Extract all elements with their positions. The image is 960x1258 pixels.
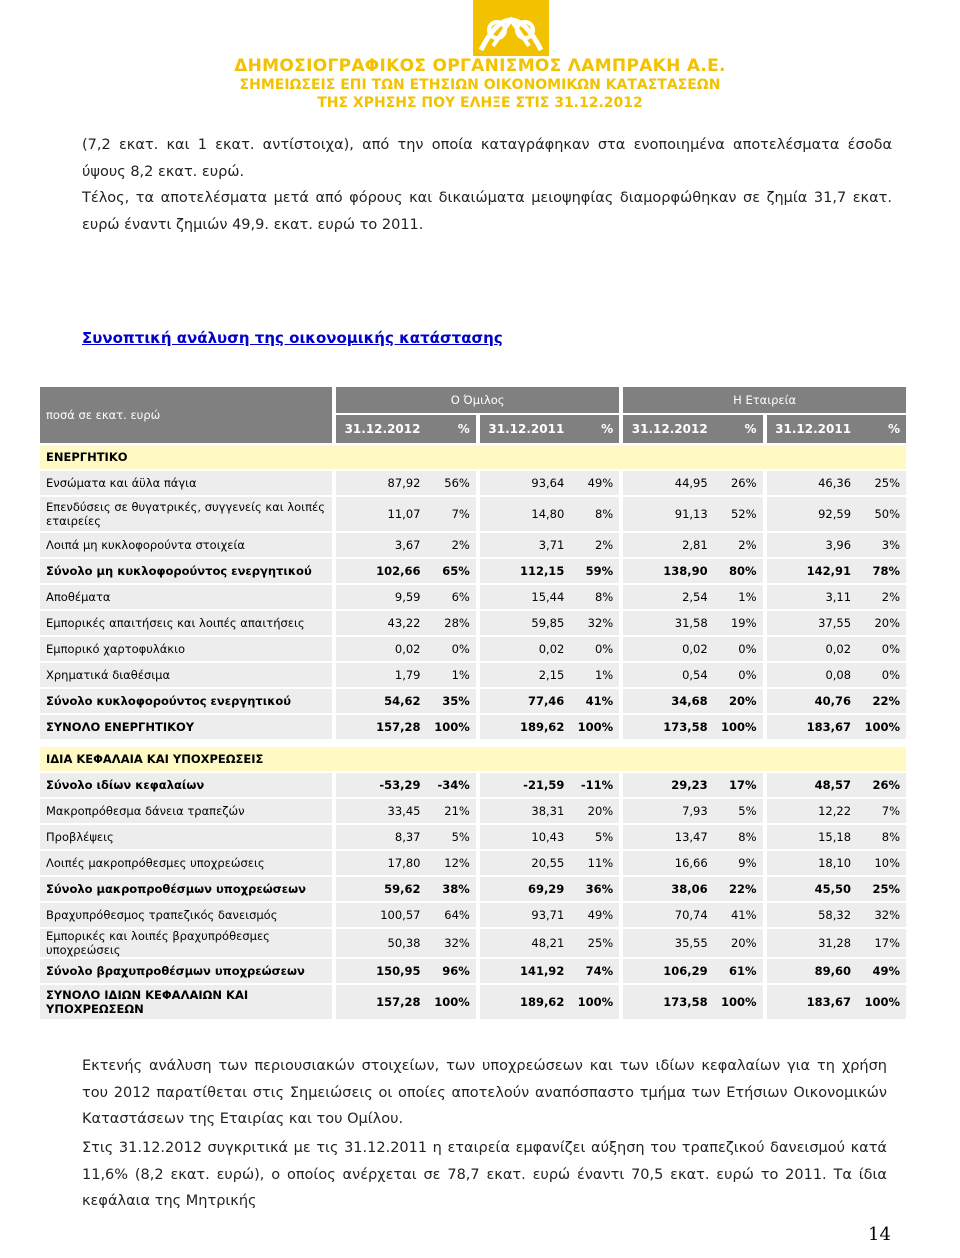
- percent-cell: 9%: [714, 851, 763, 875]
- amount-cell: 0,54: [623, 663, 713, 687]
- table-row: [40, 929, 906, 957]
- table-row: [40, 959, 906, 983]
- outro-paragraph-2: Στις 31.12.2012 συγκριτικά με τις 31.12.2011 η εταιρεία εμφανίζει αύξηση του τραπεζικού δανεισμού κατά 11,6% (8,2 εκατ. ευρώ), ο οποίος ανέρχεται σε 78,7 εκατ. ευρώ έναντι 70,5 εκατ. ευρώ το 2011. Τα ίδια κεφάλαια της Μητρικής: [82, 1140, 887, 1209]
- outro-paragraph-1: Εκτενής ανάλυση των περιουσιακών στοιχείων, των υποχρεώσεων και των ιδίων κεφαλαίων για τη χρήση του 2012 παρατίθεται στις Σημειώσεις οι οποίες αποτελούν αναπόσπαστο τμήμα των Ετήσιων Οικονομικών Καταστάσεων της Εταιρίας και του Ομίλου.: [82, 1058, 887, 1127]
- amount-cell: 89,60: [767, 959, 857, 983]
- amount-cell: 11,07: [336, 497, 426, 531]
- percent-cell: 100%: [426, 985, 475, 1019]
- table-row: [40, 689, 906, 713]
- percent-cell: 65%: [426, 559, 475, 583]
- amount-cell: 15,18: [767, 825, 857, 849]
- percent-cell: 12%: [426, 851, 475, 875]
- amount-cell: 0,02: [623, 637, 713, 661]
- percent-cell: 0%: [714, 663, 763, 687]
- amount-cell: 189,62: [480, 715, 570, 739]
- page-number: 14: [868, 1224, 891, 1245]
- amount-cell: 58,32: [767, 903, 857, 927]
- amount-cell: 70,74: [623, 903, 713, 927]
- amount-cell: 106,29: [623, 959, 713, 983]
- amount-cell: 93,71: [480, 903, 570, 927]
- percent-cell: 7%: [426, 497, 475, 531]
- header-period: ΤΗΣ ΧΡΗΣΗΣ ΠΟΥ ΕΛΗΞΕ ΣΤΙΣ 31.12.2012: [317, 95, 643, 111]
- table-row: [40, 637, 906, 661]
- percent-cell: 8%: [714, 825, 763, 849]
- percent-cell: 50%: [857, 497, 906, 531]
- percent-cell: 3%: [857, 533, 906, 557]
- percent-cell: 5%: [570, 825, 619, 849]
- percent-cell: 19%: [714, 611, 763, 635]
- intro-paragraph-1: (7,2 εκατ. και 1 εκατ. αντίστοιχα), από την οποία καταγράφηκαν στα ενοποιημένα αποτελέσματα έσοδα ύψους 8,2 εκατ. ευρώ.: [82, 137, 892, 180]
- lambrakis-logo-icon: [473, 0, 549, 56]
- col-header: 31.12.2011: [767, 415, 857, 443]
- percent-cell: 1%: [714, 585, 763, 609]
- percent-cell: 2%: [570, 533, 619, 557]
- percent-cell: 17%: [714, 773, 763, 797]
- percent-cell: 74%: [570, 959, 619, 983]
- amount-cell: 112,15: [480, 559, 570, 583]
- table-row: [40, 559, 906, 583]
- percent-cell: 78%: [857, 559, 906, 583]
- amount-cell: 138,90: [623, 559, 713, 583]
- unit-label-text: ποσά σε εκατ. ευρώ: [40, 387, 332, 443]
- table-row: [40, 585, 906, 609]
- table-header-groups: [40, 387, 906, 413]
- financial-position-table: [40, 385, 906, 1021]
- row-label: Εμπορικές και λοιπές βραχυπρόθεσμες υποχρεώσεις: [40, 929, 332, 957]
- percent-cell: 0%: [857, 637, 906, 661]
- row-label: ΣΥΝΟΛΟ ΕΝΕΡΓΗΤΙΚΟΥ: [40, 715, 332, 739]
- table-row: [40, 715, 906, 739]
- header-company-name: ΔΗΜΟΣΙΟΓΡΑΦΙΚΟΣ ΟΡΓΑΝΙΣΜΟΣ ΛΑΜΠΡΑΚΗ Α.Ε.: [234, 56, 726, 76]
- percent-cell: 35%: [426, 689, 475, 713]
- percent-cell: 100%: [714, 715, 763, 739]
- amount-cell: 183,67: [767, 715, 857, 739]
- amount-cell: 92,59: [767, 497, 857, 531]
- amount-cell: 9,59: [336, 585, 426, 609]
- percent-cell: 41%: [714, 903, 763, 927]
- group-header: Ο Όμιλος: [336, 387, 619, 413]
- percent-cell: 11%: [570, 851, 619, 875]
- amount-cell: 54,62: [336, 689, 426, 713]
- amount-cell: 34,68: [623, 689, 713, 713]
- percent-cell: 49%: [570, 903, 619, 927]
- table-row: [40, 877, 906, 901]
- amount-cell: 15,44: [480, 585, 570, 609]
- amount-cell: 7,93: [623, 799, 713, 823]
- amount-cell: 157,28: [336, 985, 426, 1019]
- percent-cell: 1%: [426, 663, 475, 687]
- amount-cell: 40,76: [767, 689, 857, 713]
- amount-cell: 0,02: [480, 637, 570, 661]
- table-row: [40, 799, 906, 823]
- amount-cell: 173,58: [623, 985, 713, 1019]
- percent-cell: 7%: [857, 799, 906, 823]
- section-header: ΕΝΕΡΓΗΤΙΚΟ: [40, 445, 906, 469]
- amount-cell: 2,81: [623, 533, 713, 557]
- row-label: Ενσώματα και άϋλα πάγια: [40, 471, 332, 495]
- percent-cell: 26%: [857, 773, 906, 797]
- amount-cell: 3,71: [480, 533, 570, 557]
- section-header: ΙΔΙΑ ΚΕΦΑΛΑΙΑ ΚΑΙ ΥΠΟΧΡΕΩΣΕΙΣ: [40, 747, 906, 771]
- percent-cell: -11%: [570, 773, 619, 797]
- amount-cell: 0,02: [767, 637, 857, 661]
- percent-cell: 32%: [570, 611, 619, 635]
- row-label: Σύνολο κυκλοφορούντος ενεργητικού: [40, 689, 332, 713]
- percent-cell: 0%: [570, 637, 619, 661]
- unit-label: [40, 387, 332, 443]
- percent-cell: 32%: [426, 929, 475, 957]
- percent-cell: 100%: [426, 715, 475, 739]
- section-spacer: [40, 741, 906, 745]
- amount-cell: 59,62: [336, 877, 426, 901]
- amount-cell: 0,02: [336, 637, 426, 661]
- amount-cell: 2,54: [623, 585, 713, 609]
- percent-cell: 25%: [857, 877, 906, 901]
- percent-cell: 52%: [714, 497, 763, 531]
- amount-cell: 10,43: [480, 825, 570, 849]
- amount-cell: 48,21: [480, 929, 570, 957]
- row-label: Προβλέψεις: [40, 825, 332, 849]
- col-header: %: [714, 415, 763, 443]
- amount-cell: 31,58: [623, 611, 713, 635]
- amount-cell: 16,66: [623, 851, 713, 875]
- section-title: Συνοπτική ανάλυση της οικονομικής κατάστασης: [82, 329, 503, 347]
- percent-cell: 100%: [714, 985, 763, 1019]
- percent-cell: 32%: [857, 903, 906, 927]
- col-header: %: [570, 415, 619, 443]
- row-label: Σύνολο μη κυκλοφορούντος ενεργητικού: [40, 559, 332, 583]
- amount-cell: 44,95: [623, 471, 713, 495]
- percent-cell: 100%: [570, 715, 619, 739]
- percent-cell: 22%: [857, 689, 906, 713]
- amount-cell: 38,06: [623, 877, 713, 901]
- amount-cell: 14,80: [480, 497, 570, 531]
- table-row: [40, 985, 906, 1019]
- col-header: 31.12.2012: [336, 415, 426, 443]
- percent-cell: 8%: [570, 585, 619, 609]
- table-row: [40, 773, 906, 797]
- amount-cell: 157,28: [336, 715, 426, 739]
- amount-cell: 13,47: [623, 825, 713, 849]
- percent-cell: 10%: [857, 851, 906, 875]
- percent-cell: 28%: [426, 611, 475, 635]
- percent-cell: 20%: [714, 689, 763, 713]
- section-header-row: [40, 747, 906, 771]
- amount-cell: 0,08: [767, 663, 857, 687]
- amount-cell: 142,91: [767, 559, 857, 583]
- section-header-row: [40, 445, 906, 469]
- percent-cell: -34%: [426, 773, 475, 797]
- percent-cell: 20%: [714, 929, 763, 957]
- amount-cell: 69,29: [480, 877, 570, 901]
- amount-cell: 46,36: [767, 471, 857, 495]
- amount-cell: 17,80: [336, 851, 426, 875]
- col-header: 31.12.2011: [480, 415, 570, 443]
- percent-cell: 26%: [714, 471, 763, 495]
- percent-cell: 36%: [570, 877, 619, 901]
- percent-cell: 25%: [857, 471, 906, 495]
- percent-cell: 22%: [714, 877, 763, 901]
- amount-cell: 1,79: [336, 663, 426, 687]
- percent-cell: 20%: [570, 799, 619, 823]
- percent-cell: 2%: [714, 533, 763, 557]
- percent-cell: 2%: [426, 533, 475, 557]
- table-row: [40, 533, 906, 557]
- amount-cell: 20,55: [480, 851, 570, 875]
- percent-cell: 5%: [714, 799, 763, 823]
- amount-cell: 48,57: [767, 773, 857, 797]
- row-label: Εμπορικές απαιτήσεις και λοιπές απαιτήσεις: [40, 611, 332, 635]
- header-subtitle: ΣΗΜΕΙΩΣΕΙΣ ΕΠΙ ΤΩΝ ΕΤΗΣΙΩΝ ΟΙΚΟΝΟΜΙΚΩΝ ΚΑΤΑΣΤΑΣΕΩΝ: [239, 77, 721, 93]
- percent-cell: 21%: [426, 799, 475, 823]
- percent-cell: 49%: [857, 959, 906, 983]
- percent-cell: 96%: [426, 959, 475, 983]
- table-row: [40, 611, 906, 635]
- percent-cell: 1%: [570, 663, 619, 687]
- percent-cell: 56%: [426, 471, 475, 495]
- col-header: 31.12.2012: [623, 415, 713, 443]
- amount-cell: 141,92: [480, 959, 570, 983]
- percent-cell: 17%: [857, 929, 906, 957]
- percent-cell: 8%: [857, 825, 906, 849]
- amount-cell: 35,55: [623, 929, 713, 957]
- percent-cell: 61%: [714, 959, 763, 983]
- amount-cell: 100,57: [336, 903, 426, 927]
- col-header: %: [857, 415, 906, 443]
- table-row: [40, 497, 906, 531]
- percent-cell: 0%: [426, 637, 475, 661]
- amount-cell: 87,92: [336, 471, 426, 495]
- amount-cell: 31,28: [767, 929, 857, 957]
- percent-cell: 5%: [426, 825, 475, 849]
- percent-cell: 6%: [426, 585, 475, 609]
- table-row: [40, 903, 906, 927]
- amount-cell: 8,37: [336, 825, 426, 849]
- row-label: Εμπορικό χαρτοφυλάκιο: [40, 637, 332, 661]
- row-label: Επενδύσεις σε θυγατρικές, συγγενείς και λοιπές εταιρείες: [40, 497, 332, 531]
- table-row: [40, 663, 906, 687]
- row-label: Σύνολο βραχυπροθέσμων υποχρεώσεων: [40, 959, 332, 983]
- amount-cell: 37,55: [767, 611, 857, 635]
- row-label: Χρηματικά διαθέσιμα: [40, 663, 332, 687]
- percent-cell: 25%: [570, 929, 619, 957]
- percent-cell: 100%: [570, 985, 619, 1019]
- percent-cell: 59%: [570, 559, 619, 583]
- amount-cell: 173,58: [623, 715, 713, 739]
- percent-cell: 49%: [570, 471, 619, 495]
- row-label: Λοιπές μακροπρόθεσμες υποχρεώσεις: [40, 851, 332, 875]
- amount-cell: -53,29: [336, 773, 426, 797]
- amount-cell: 93,64: [480, 471, 570, 495]
- percent-cell: 8%: [570, 497, 619, 531]
- percent-cell: 0%: [714, 637, 763, 661]
- amount-cell: 3,67: [336, 533, 426, 557]
- amount-cell: 189,62: [480, 985, 570, 1019]
- row-label: ΣΥΝΟΛΟ ΙΔΙΩΝ ΚΕΦΑΛΑΙΩΝ ΚΑΙ ΥΠΟΧΡΕΩΣΕΩΝ: [40, 985, 332, 1019]
- percent-cell: 100%: [857, 715, 906, 739]
- amount-cell: 183,67: [767, 985, 857, 1019]
- percent-cell: 0%: [857, 663, 906, 687]
- percent-cell: 100%: [857, 985, 906, 1019]
- amount-cell: 2,15: [480, 663, 570, 687]
- row-label: Αποθέματα: [40, 585, 332, 609]
- table-row: [40, 825, 906, 849]
- amount-cell: 3,11: [767, 585, 857, 609]
- percent-cell: 64%: [426, 903, 475, 927]
- amount-cell: 102,66: [336, 559, 426, 583]
- amount-cell: 12,22: [767, 799, 857, 823]
- amount-cell: 38,31: [480, 799, 570, 823]
- amount-cell: 43,22: [336, 611, 426, 635]
- amount-cell: 45,50: [767, 877, 857, 901]
- row-label: Μακροπρόθεσμα δάνεια τραπεζών: [40, 799, 332, 823]
- amount-cell: 91,13: [623, 497, 713, 531]
- percent-cell: 80%: [714, 559, 763, 583]
- table-row: [40, 851, 906, 875]
- percent-cell: 38%: [426, 877, 475, 901]
- percent-cell: 2%: [857, 585, 906, 609]
- amount-cell: 50,38: [336, 929, 426, 957]
- row-label: Σύνολο μακροπροθέσμων υποχρεώσεων: [40, 877, 332, 901]
- amount-cell: 18,10: [767, 851, 857, 875]
- amount-cell: 3,96: [767, 533, 857, 557]
- percent-cell: 41%: [570, 689, 619, 713]
- amount-cell: 29,23: [623, 773, 713, 797]
- row-label: Λοιπά μη κυκλοφορούντα στοιχεία: [40, 533, 332, 557]
- row-label: Σύνολο ιδίων κεφαλαίων: [40, 773, 332, 797]
- amount-cell: 77,46: [480, 689, 570, 713]
- company-logo: [473, 0, 549, 56]
- table-row: [40, 471, 906, 495]
- intro-paragraph-2: Τέλος, τα αποτελέσματα μετά από φόρους και δικαιώματα μειοψηφίας διαμορφώθηκαν σε ζημία 31,7 εκατ. ευρώ έναντι ζημιών 49,9. εκατ. ευρώ το 2011.: [82, 190, 892, 233]
- company-header: Η Εταιρεία: [623, 387, 906, 413]
- row-label: Βραχυπρόθεσμος τραπεζικός δανεισμός: [40, 903, 332, 927]
- amount-cell: 150,95: [336, 959, 426, 983]
- amount-cell: -21,59: [480, 773, 570, 797]
- col-header: %: [426, 415, 475, 443]
- percent-cell: 20%: [857, 611, 906, 635]
- amount-cell: 59,85: [480, 611, 570, 635]
- amount-cell: 33,45: [336, 799, 426, 823]
